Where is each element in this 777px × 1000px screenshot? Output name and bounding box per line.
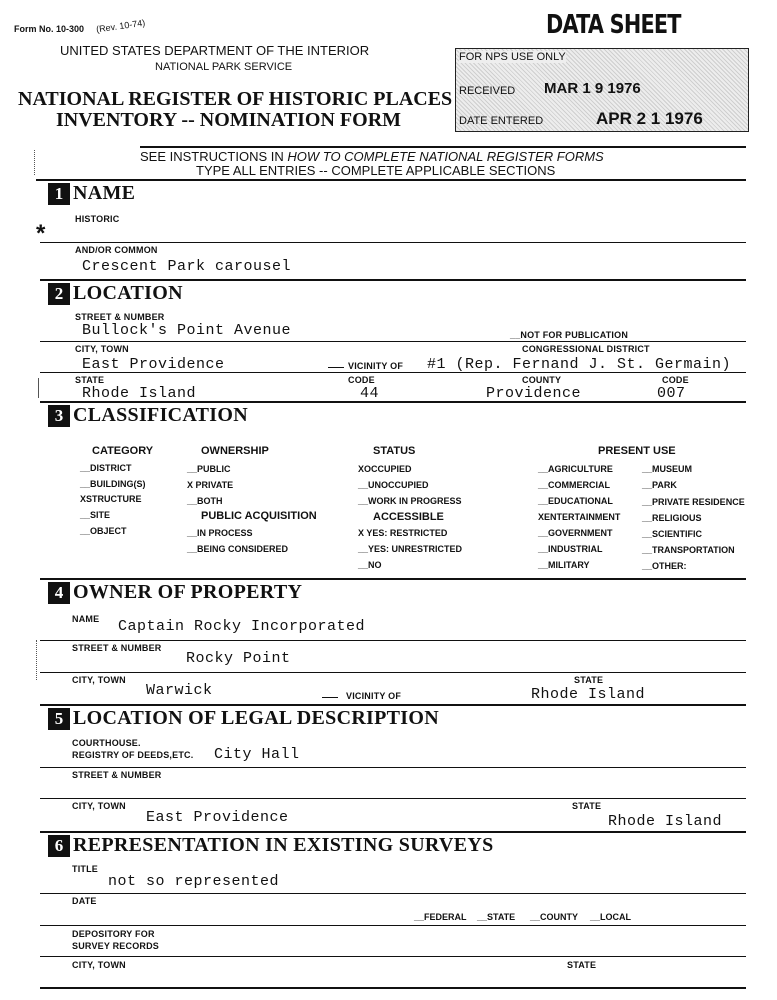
section-title: CLASSIFICATION xyxy=(73,404,248,426)
state-label: STATE xyxy=(75,375,105,385)
instructions-line2: TYPE ALL ENTRIES -- COMPLETE APPLICABLE SECTIONS xyxy=(196,163,556,178)
survey-local[interactable]: __LOCAL xyxy=(590,912,632,922)
form-revision: (Rev. 10-74) xyxy=(95,17,146,35)
section-title: LOCATION xyxy=(73,282,183,304)
section-1-header xyxy=(48,182,135,205)
ownership-both[interactable]: __BOTH xyxy=(187,496,223,506)
use-commercial[interactable]: __COMMERCIAL xyxy=(538,480,611,490)
use-industrial[interactable]: __INDUSTRIAL xyxy=(538,544,603,554)
status-heading: STATUS xyxy=(373,445,416,457)
historic-mark: * xyxy=(36,220,46,247)
section-2-header xyxy=(48,282,183,305)
service-name: NATIONAL PARK SERVICE xyxy=(155,61,293,73)
date-entered-stamp: APR 2 1 1976 xyxy=(596,109,703,128)
public-acquisition-heading: PUBLIC ACQUISITION xyxy=(201,510,317,522)
street-value: Bullock's Point Avenue xyxy=(82,322,292,339)
courthouse-value: City Hall xyxy=(214,746,300,763)
use-government[interactable]: __GOVERNMENT xyxy=(538,528,613,538)
section-3-header xyxy=(48,404,248,427)
category-buildings[interactable]: __BUILDING(S) xyxy=(80,479,146,489)
use-transportation[interactable]: __TRANSPORTATION xyxy=(642,545,735,555)
form-title-line1: NATIONAL REGISTER OF HISTORIC PLACES xyxy=(18,88,453,110)
owner-city-label: CITY, TOWN xyxy=(72,675,126,685)
divider xyxy=(40,798,746,799)
not-for-publication: __NOT FOR PUBLICATION xyxy=(510,330,629,340)
historic-label: HISTORIC xyxy=(75,214,120,224)
use-scientific[interactable]: __SCIENTIFIC xyxy=(642,529,703,539)
city-value: East Providence xyxy=(82,356,225,373)
ownership-heading: OWNERSHIP xyxy=(201,445,269,457)
legal-state-label: STATE xyxy=(572,801,602,811)
section-5-header xyxy=(48,707,439,730)
scan-mark xyxy=(34,150,36,175)
survey-title-label: TITLE xyxy=(72,864,98,874)
use-other[interactable]: __OTHER: xyxy=(642,561,687,571)
section-title: NAME xyxy=(73,182,136,204)
data-sheet-stamp: DATA SHEET xyxy=(546,10,681,40)
owner-name-value: Captain Rocky Incorporated xyxy=(118,618,366,635)
divider xyxy=(40,767,746,768)
section-title: REPRESENTATION IN EXISTING SURVEYS xyxy=(73,834,494,856)
present-use-heading: PRESENT USE xyxy=(598,445,676,457)
section-6-header xyxy=(48,834,494,857)
divider xyxy=(40,893,746,894)
status-occupied[interactable]: XOCCUPIED xyxy=(358,464,412,474)
owner-state-label: STATE xyxy=(574,675,604,685)
divider xyxy=(140,146,746,148)
owner-name-label: NAME xyxy=(72,614,100,624)
owner-vicinity-label: VICINITY OF xyxy=(346,691,402,701)
scan-mark xyxy=(36,640,38,680)
section-title: OWNER OF PROPERTY xyxy=(73,581,303,603)
congressional-district-value: #1 (Rep. Fernand J. St. Germain) xyxy=(427,356,732,373)
section-4-header xyxy=(48,581,302,604)
divider xyxy=(40,640,746,641)
category-structure[interactable]: XSTRUCTURE xyxy=(80,494,142,504)
category-district[interactable]: __DISTRICT xyxy=(80,463,132,473)
street-label: STREET & NUMBER xyxy=(75,312,165,322)
use-military[interactable]: __MILITARY xyxy=(538,560,590,570)
county-label: COUNTY xyxy=(522,375,562,385)
legal-street-label: STREET & NUMBER xyxy=(72,770,162,780)
courthouse-label: COURTHOUSE. xyxy=(72,738,141,748)
legal-state-value: Rhode Island xyxy=(608,813,723,830)
divider xyxy=(40,831,746,833)
form-number: Form No. 10-300 xyxy=(14,24,85,34)
ownership-public[interactable]: __PUBLIC xyxy=(187,464,231,474)
use-agriculture[interactable]: __AGRICULTURE xyxy=(538,464,613,474)
date-entered-label: DATE ENTERED xyxy=(459,115,544,127)
code-value: 44 xyxy=(360,385,380,402)
survey-state-label: STATE xyxy=(567,960,597,970)
status-unoccupied[interactable]: __UNOCCUPIED xyxy=(358,480,429,490)
acquisition-being-considered[interactable]: __BEING CONSIDERED xyxy=(187,544,289,554)
use-religious[interactable]: __RELIGIOUS xyxy=(642,513,702,523)
scan-mark xyxy=(38,378,40,398)
section-number: 5 xyxy=(48,708,70,730)
owner-state-value: Rhode Island xyxy=(531,686,646,703)
congressional-district-label: CONGRESSIONAL DISTRICT xyxy=(522,344,650,354)
divider xyxy=(40,372,746,373)
use-private-residence[interactable]: __PRIVATE RESIDENCE xyxy=(642,497,745,507)
section-number: 1 xyxy=(48,183,70,205)
divider xyxy=(40,578,746,580)
county-code-label: CODE xyxy=(662,375,689,385)
use-entertainment[interactable]: XENTERTAINMENT xyxy=(538,512,621,522)
use-park[interactable]: __PARK xyxy=(642,480,677,490)
divider xyxy=(40,925,746,926)
divider xyxy=(40,704,746,706)
registry-label: REGISTRY OF DEEDS,ETC. xyxy=(72,750,194,760)
section-title: LOCATION OF LEGAL DESCRIPTION xyxy=(73,707,439,729)
divider xyxy=(40,279,746,281)
accessible-yes-unrestricted[interactable]: __YES: UNRESTRICTED xyxy=(358,544,463,554)
survey-city-label: CITY, TOWN xyxy=(72,960,126,970)
divider xyxy=(40,956,746,957)
divider xyxy=(40,242,746,243)
accessible-heading: ACCESSIBLE xyxy=(373,511,444,523)
divider xyxy=(36,179,746,181)
nps-box-header: FOR NPS USE ONLY xyxy=(459,51,566,63)
county-code-value: 007 xyxy=(657,385,686,402)
section-number: 4 xyxy=(48,582,70,604)
status-work-in-progress[interactable]: __WORK IN PROGRESS xyxy=(358,496,462,506)
use-educational[interactable]: __EDUCATIONAL xyxy=(538,496,613,506)
divider xyxy=(40,672,746,673)
instructions-line1: SEE INSTRUCTIONS IN HOW TO COMPLETE NATIONAL REGISTER FORMS xyxy=(140,149,604,164)
survey-county[interactable]: __COUNTY xyxy=(530,912,579,922)
accessible-no[interactable]: __NO xyxy=(358,560,382,570)
received-label: RECEIVED xyxy=(459,85,516,97)
owner-street-value: Rocky Point xyxy=(186,650,291,667)
acquisition-in-process[interactable]: __IN PROCESS xyxy=(187,528,253,538)
form-title-line2: INVENTORY -- NOMINATION FORM xyxy=(56,109,402,131)
city-label: CITY, TOWN xyxy=(75,344,129,354)
owner-street-label: STREET & NUMBER xyxy=(72,643,162,653)
divider xyxy=(40,401,746,403)
category-site[interactable]: __SITE xyxy=(80,510,111,520)
category-object[interactable]: __OBJECT xyxy=(80,526,127,536)
divider xyxy=(40,987,746,989)
owner-city-value: Warwick xyxy=(146,682,213,699)
county-value: Providence xyxy=(486,385,582,402)
category-heading: CATEGORY xyxy=(92,445,154,457)
state-value: Rhode Island xyxy=(82,385,197,402)
vicinity-blank xyxy=(322,697,338,698)
survey-date-label: DATE xyxy=(72,896,97,906)
survey-state[interactable]: __STATE xyxy=(477,912,516,922)
vicinity-label: VICINITY OF xyxy=(348,361,404,371)
accessible-yes-restricted[interactable]: X YES: RESTRICTED xyxy=(358,528,448,538)
legal-city-label: CITY, TOWN xyxy=(72,801,126,811)
received-date-stamp: MAR 1 9 1976 xyxy=(544,80,641,97)
section-number: 6 xyxy=(48,835,70,857)
depository-label: DEPOSITORY FOR xyxy=(72,929,155,939)
survey-title-value: not so represented xyxy=(108,873,280,890)
vicinity-blank xyxy=(328,367,344,368)
ownership-private[interactable]: X PRIVATE xyxy=(187,480,234,490)
use-museum[interactable]: __MUSEUM xyxy=(642,464,693,474)
common-name-value: Crescent Park carousel xyxy=(82,258,292,275)
nps-use-only-box xyxy=(455,48,749,132)
section-number: 2 xyxy=(48,283,70,305)
legal-city-value: East Providence xyxy=(146,809,289,826)
survey-federal[interactable]: __FEDERAL xyxy=(414,912,467,922)
survey-records-label: SURVEY RECORDS xyxy=(72,941,159,951)
divider xyxy=(40,341,746,342)
section-number: 3 xyxy=(48,405,70,427)
common-name-label: AND/OR COMMON xyxy=(75,245,158,255)
code-label: CODE xyxy=(348,375,375,385)
agency-name: UNITED STATES DEPARTMENT OF THE INTERIOR xyxy=(60,43,370,58)
